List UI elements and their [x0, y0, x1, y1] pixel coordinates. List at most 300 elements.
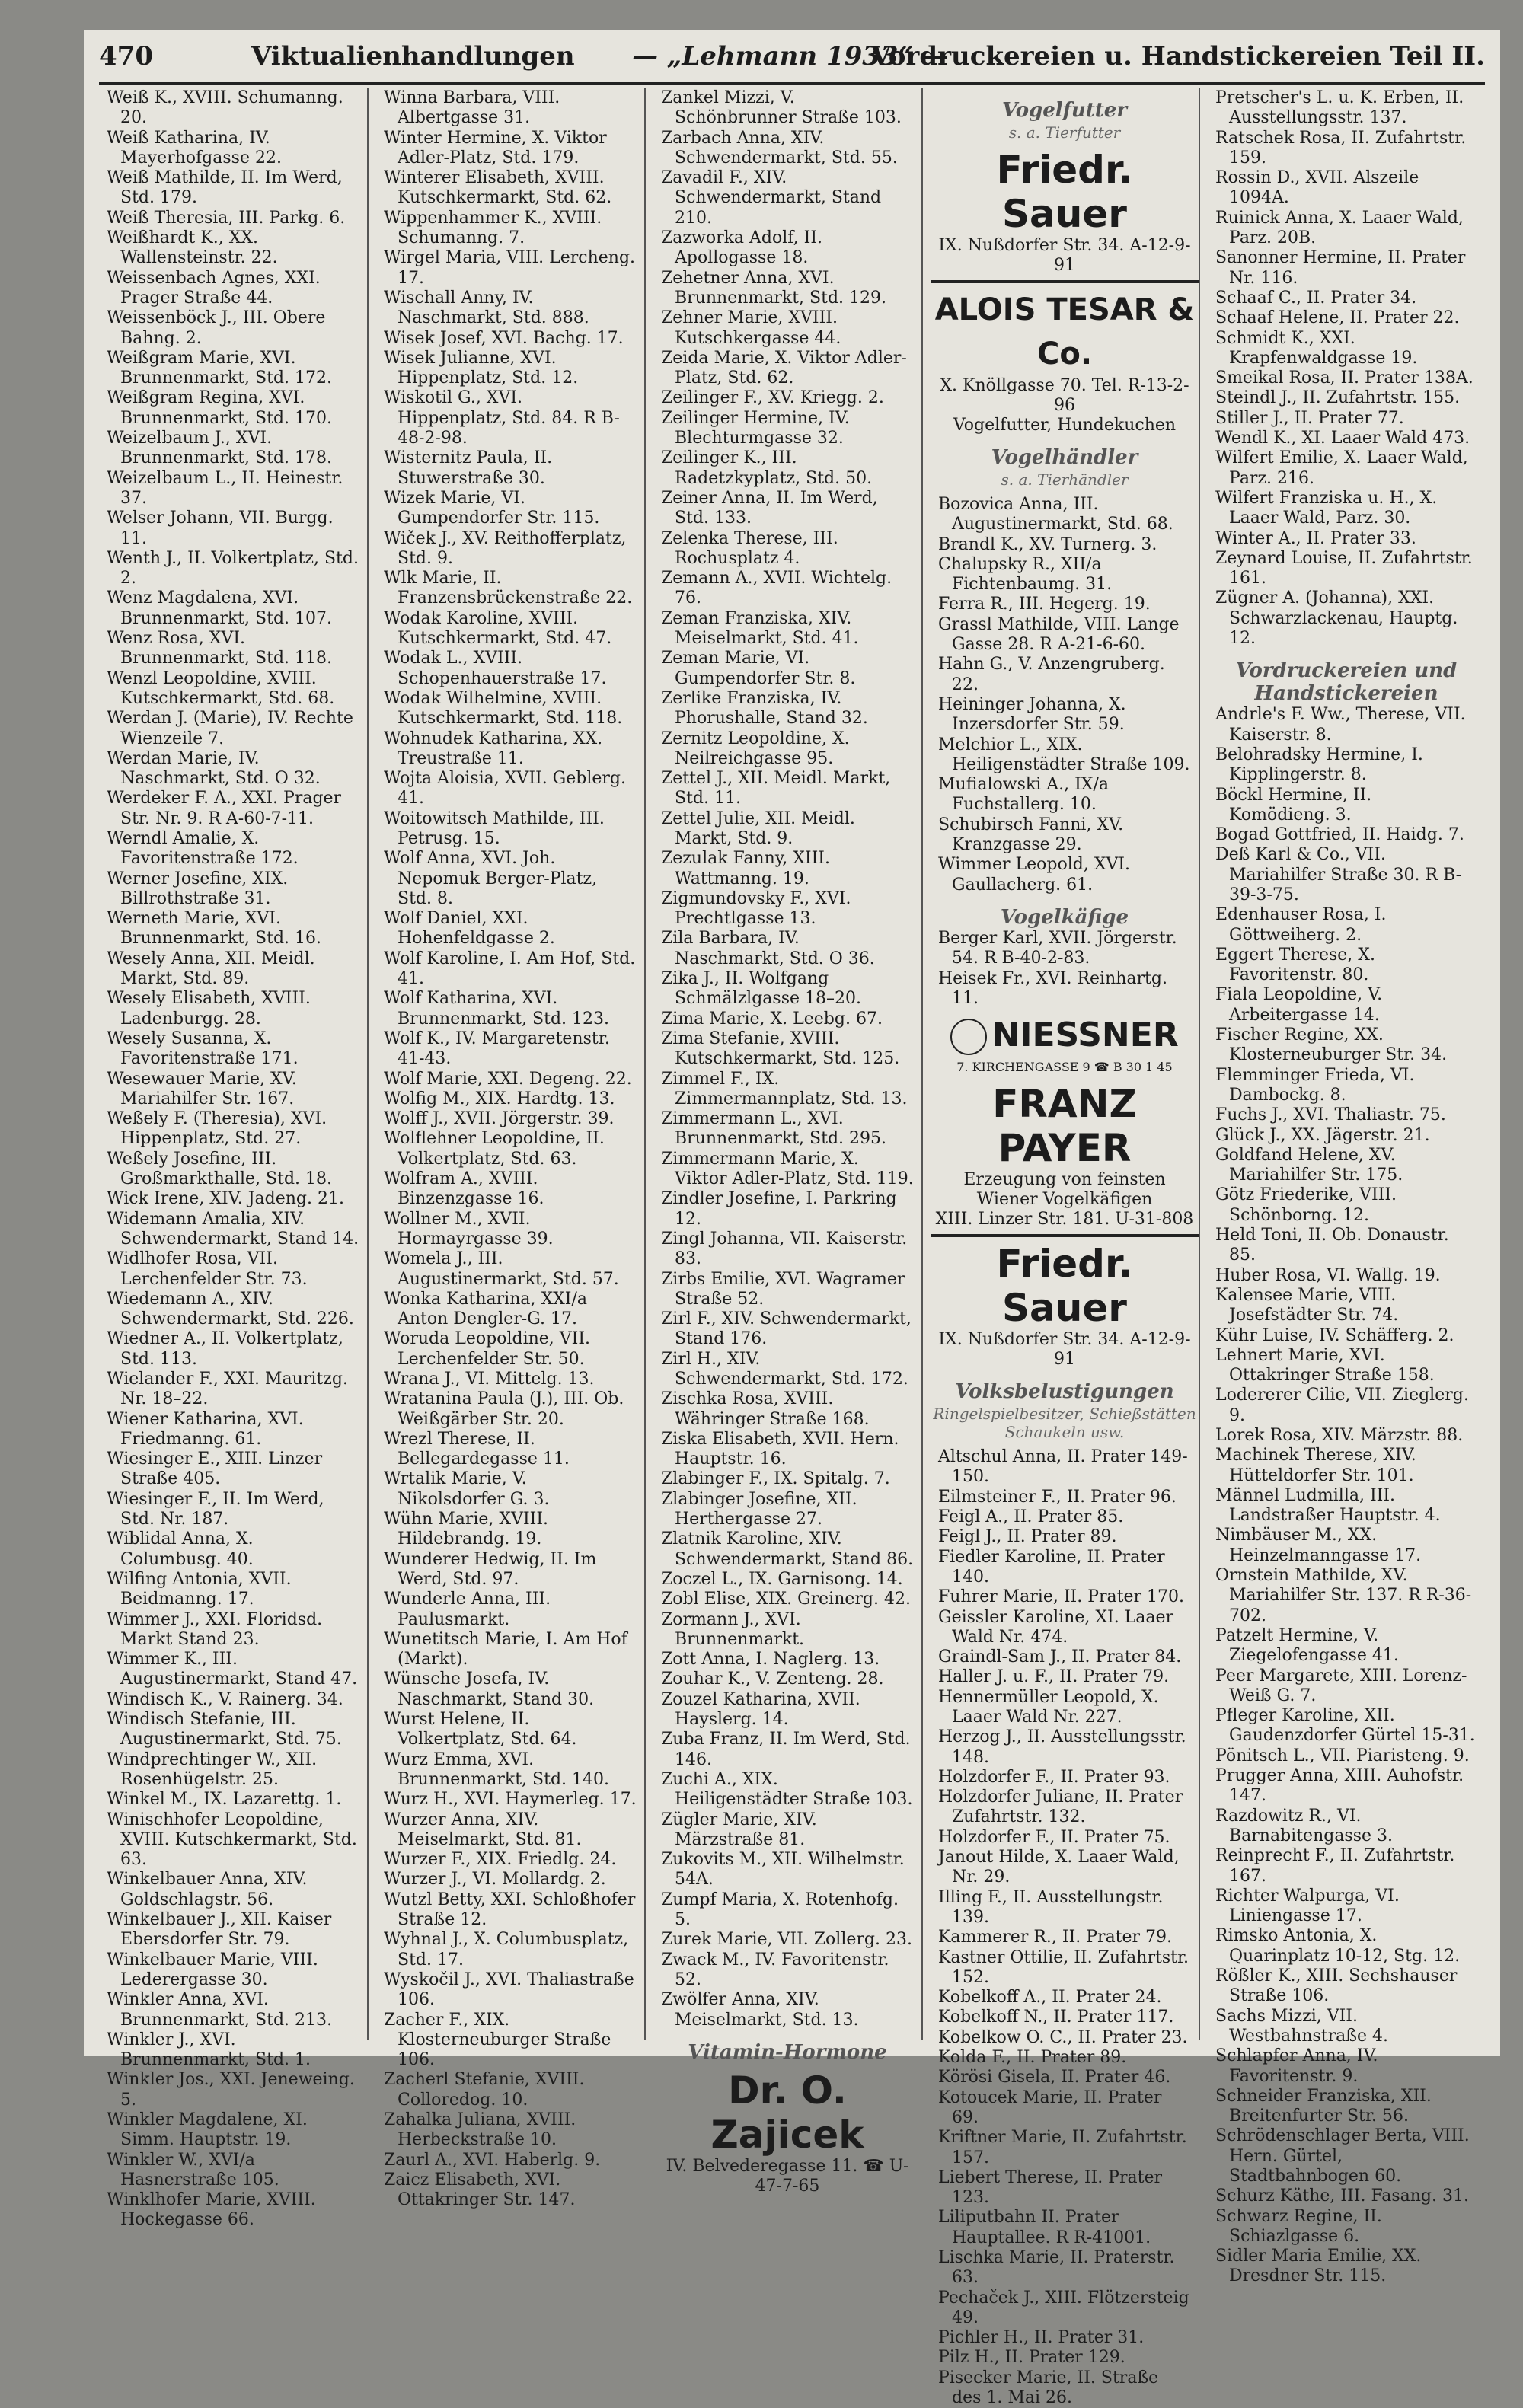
listing-entry: Winterer Elisabeth, XVIII. Kutschkermarkt, Std. 62. [384, 168, 612, 208]
listing-entry: Wick Irene, XIV. Jadeng. 21. [107, 1189, 344, 1209]
listing-entry: Windprechtinger W., XII. Rosenhügelstr. 25. [107, 1749, 318, 1789]
section-volksbelustigungen: Volksbelustigungen [955, 1380, 1174, 1404]
listing-entry: Kalensee Marie, VIII. Josefstädter Str. 74. [1215, 1285, 1399, 1325]
listing-entry: Sanonner Hermine, II. Prater Nr. 116. [1215, 248, 1466, 288]
listing-entry: Wurzer Anna, XIV. Meiselmarkt, Std. 81. [384, 1810, 582, 1849]
listing-entry: Körösi Gisela, II. Prater 46. [938, 2068, 1171, 2087]
listing-entry: Razdowitz R., VI. Barnabitengasse 3. [1215, 1806, 1394, 1845]
listing-entry: Windisch Stefanie, III. Augustinermarkt, Std. 75. [107, 1710, 342, 1749]
listing-entry: Wunderle Anna, III. Paulusmarkt. [384, 1590, 551, 1629]
listing-entry: Zeilinger K., III. Radetzkyplatz, Std. 50. [661, 448, 873, 488]
listing-entry: Werdan Marie, IV. Naschmarkt, Std. O 32. [107, 748, 321, 789]
listing-entry: Wiesinger F., II. Im Werd, Std. Nr. 187. [107, 1489, 324, 1529]
listing-entry: Zumpf Maria, X. Rotenhofg. 5. [661, 1890, 899, 1930]
listing-entry: Pechaček J., XIII. Flötzersteig 49. [938, 2288, 1189, 2327]
listing-entry: Werdan J. (Marie), IV. Rechte Wienzeile 7. [107, 709, 353, 748]
listing-entry: Weißgram Marie, XVI. Brunnenmarkt, Std. 172. [107, 348, 332, 388]
listing-entry: Pretscher's L. u. K. Erben, II. Ausstellungsstr. 137. [1215, 88, 1464, 128]
listing-entry: Wolfram A., XVIII. Binzenzgasse 16. [384, 1169, 544, 1209]
listing-entry: Held Toni, II. Ob. Donaustr. 85. [1215, 1226, 1449, 1265]
listing-entry: Wrana J., VI. Mittelg. 13. [384, 1370, 595, 1389]
listing-entry: Wippenhammer K., XVIII. Schumanng. 7. [384, 208, 602, 248]
listing-entry: Zobl Elise, XIX. Greinerg. 42. [661, 1590, 911, 1609]
section-vogelfutter: Vogelfutter [1001, 99, 1128, 122]
listing-entry: Weßely F. (Theresia), XVI. Hippenplatz, Std. 27. [107, 1109, 327, 1149]
listing-entry: Wolf K., IV. Margaretenstr. 41-43. [384, 1029, 610, 1069]
listing-entry: Winkel M., IX. Lazarettg. 1. [107, 1790, 342, 1810]
listing-entry: Winkler Magdalene, XI. Simm. Hauptstr. 19. [107, 2110, 308, 2150]
listing-entry: Zuchi A., XIX. Heiligenstädter Straße 103. [661, 1769, 913, 1810]
listing-entry: Zernitz Leopoldine, X. Neilreichgasse 95. [661, 729, 850, 768]
listing-entry: Huber Rosa, VI. Wallg. 19. [1215, 1265, 1441, 1285]
listing-entry: Winter Hermine, X. Viktor Adler-Platz, Std. 179. [384, 128, 607, 167]
listing-entry: Nimbäuser M., XX. Heinzelmanngasse 17. [1215, 1526, 1422, 1565]
listing-entry: Wrtalik Marie, V. Nikolsdorfer G. 3. [384, 1469, 550, 1509]
listing-entry: Sachs Mizzi, VII. Westbahnstraße 4. [1215, 2006, 1388, 2046]
listing-entry: Welser Johann, VII. Burgg. 11. [107, 509, 334, 548]
listing-entry: Fischer Regine, XX. Klosterneuburger Str. 34. [1215, 1025, 1448, 1065]
listing-entry: Zischka Rosa, XVIII. Währinger Straße 168. [661, 1389, 870, 1429]
listing-entry: Sidler Maria Emilie, XX. Dresdner Str. 115. [1215, 2247, 1422, 2286]
listing-entry: Wodak Karoline, XVIII. Kutschkermarkt, Std. 47. [384, 608, 612, 649]
column-2 [376, 88, 646, 2210]
listing-entry: Zukovits M., XII. Wilhelmstr. 54A. [661, 1850, 905, 1890]
listing-entry: Wiblidal Anna, X. Columbusg. 40. [107, 1529, 254, 1569]
listing-entry: Wiskotil G., XVI. Hippenplatz, Std. 84. R B-48-2-98. [384, 388, 620, 448]
listing-entry: Rimsko Antonia, X. Quarinplatz 10-12, Stg. 12. [1215, 1926, 1461, 1966]
listing-entry: Zehner Marie, XVIII. Kutschkergasse 44. [661, 308, 841, 348]
listing-entry: Wyskočil J., XVI. Thaliastraße 106. [384, 1969, 634, 2010]
column-5 [1208, 88, 1485, 2286]
listing-entry: Zoczel L., IX. Garnisong. 14. [661, 1569, 903, 1589]
listing-entry: Widemann Amalia, XIV. Schwendermarkt, Stand 14. [107, 1209, 359, 1249]
ad-payer-desc: Erzeugung von feinsten Wiener Vogelkäfigen [963, 1170, 1166, 1210]
listing-entry: Zaicz Elisabeth, XVI. Ottakringer Str. 147. [384, 2170, 576, 2210]
listing-entry: Götz Friederike, VIII. Schönborng. 12. [1215, 1185, 1397, 1225]
listing-entry: Zlabinger F., IX. Spitalg. 7. [661, 1469, 890, 1489]
listing-entry: Ziska Elisabeth, XVII. Hern. Hauptstr. 16. [661, 1429, 899, 1469]
listing-entry: Werner Josefine, XIX. Billrothstraße 31. [107, 869, 289, 908]
header-center-title: — „Lehmann 1933“ — [632, 41, 948, 72]
listing-entry: Wonka Katharina, XXI/a Anton Dengler-G. 17. [384, 1289, 588, 1329]
ad-tesar-addr: X. Knöllgasse 70. Tel. R-13-2-96 [940, 376, 1189, 415]
listing-entry: Wrezl Therese, II. Bellegardegasse 11. [384, 1429, 570, 1469]
section-vitamin: Vitamin-Hormone [688, 2040, 887, 2064]
section-vogelkaefige: Vogelkäfige [1000, 905, 1129, 929]
listing-entry: Ferra R., III. Hegerg. 19. [938, 595, 1151, 614]
listing-entry: Zirbs Emilie, XVI. Wagramer Straße 52. [661, 1269, 905, 1309]
ad-sauer-2-name: Friedr. Sauer [996, 1242, 1133, 1331]
listing-entry: Zima Stefanie, XVIII. Kutschkermarkt, Std. 125. [661, 1029, 900, 1069]
listing-entry: Winkelbauer Anna, XIV. Goldschlagstr. 56. [107, 1870, 308, 1909]
header-right-title: Vordruckereien u. Handstickereien Teil II. [870, 41, 1485, 72]
column-4 [931, 88, 1200, 2408]
listing-entry: Kotoucek Marie, II. Prater 69. [938, 2087, 1162, 2127]
listing-entry: Zügler Marie, XIV. Märzstraße 81. [661, 1810, 817, 1849]
listing-entry: Eggert Therese, X. Favoritenstr. 80. [1215, 945, 1375, 985]
listing-entry: Womela J., III. Augustinermarkt, Std. 57. [384, 1249, 619, 1289]
listing-entry: Holzdorfer F., II. Prater 75. [938, 1827, 1170, 1847]
section-vordruckereien: Vordruckereien und Handstickereien [1235, 659, 1458, 706]
listing-entry: Schaaf Helene, II. Prater 22. [1215, 308, 1460, 328]
listing-entry: Weizelbaum L., II. Heinestr. 37. [107, 468, 343, 508]
listing-entry: Stiller J., II. Prater 77. [1215, 408, 1404, 428]
listing-entry: Zemann A., XVII. Wichtelg. 76. [661, 569, 892, 608]
listing-entry: Zwölfer Anna, XIV. Meiselmarkt, Std. 13. [661, 1990, 859, 2030]
listing-entry: Graindl-Sam J., II. Prater 84. [938, 1647, 1182, 1667]
listing-entry: Zavadil F., XIV. Schwendermarkt, Stand 210. [661, 168, 882, 228]
listing-entry: Böckl Hermine, II. Komödieng. 3. [1215, 785, 1372, 824]
divider [931, 280, 1199, 283]
listing-entry: Berger Karl, XVII. Jörgerstr. 54. R B-40-2-83. [938, 928, 1177, 968]
listing-entry: Fuhrer Marie, II. Prater 170. [938, 1587, 1185, 1607]
listing-entry: Winklhofer Marie, XVIII. Hockegasse 66. [107, 2190, 316, 2230]
listing-entry: Zimmermann Marie, X. Viktor Adler-Platz, Std. 119. [661, 1149, 914, 1189]
listing-entry: Wratanina Paula (J.), III. Ob. Weißgärber Str. 20. [384, 1389, 624, 1429]
listing-entry: Werdeker F. A., XXI. Prager Str. Nr. 9. R A-60-7-11. [107, 789, 342, 828]
listing-entry: Melchior L., XIX. Heiligenstädter Straße 109. [938, 735, 1190, 774]
listing-entry: Pisecker Marie, II. Straße des 1. Mai 26. [938, 2368, 1159, 2408]
listing-entry: Wolf Anna, XVI. Joh. Nepomuk Berger-Platz, Std. 8. [384, 849, 598, 908]
listing-entry: Pichler H., II. Prater 31. [938, 2328, 1145, 2348]
listing-entry: Windisch K., V. Rainerg. 34. [107, 1689, 343, 1709]
listing-entry: Zaurl A., XVI. Haberlg. 9. [384, 2150, 601, 2170]
listing-entry: Chalupsky R., XII/a Fichtenbaumg. 31. [938, 554, 1113, 595]
listing-entry: Wimmer Leopold, XVI. Gaullacherg. 61. [938, 855, 1131, 895]
listing-entry: Wendl K., XI. Laaer Wald 473. [1215, 429, 1470, 448]
page-header [99, 37, 1485, 85]
listing-entry: Mufialowski A., IX/a Fuchstallerg. 10. [938, 775, 1109, 815]
listing-entry: Wutzl Betty, XXI. Schloßhofer Straße 12. [384, 1890, 636, 1930]
listing-entry: Winter A., II. Prater 33. [1215, 528, 1416, 548]
listing-entry: Wielander F., XXI. Mauritzg. Nr. 18–22. [107, 1370, 348, 1409]
listing-entry: Wischall Anny, IV. Naschmarkt, Std. 888. [384, 288, 589, 328]
listing-entry: Wolf Katharina, XVI. Brunnenmarkt, Std. 123. [384, 989, 609, 1029]
listing-entry: Wizek Marie, VI. Gumpendorfer Str. 115. [384, 488, 600, 528]
listing-entry: Zeman Franziska, XIV. Meiselmarkt, Std. 41. [661, 608, 859, 649]
listing-entry: Wimmer K., III. Augustinermarkt, Stand 47. [107, 1650, 358, 1689]
listing-entry: Wolflehner Leopoldine, II. Volkertplatz, Std. 63. [384, 1129, 605, 1169]
listing-entry: Zazworka Adolf, II. Apollogasse 18. [661, 228, 822, 268]
listing-entry: Heisek Fr., XVI. Reinhartg. 11. [938, 968, 1167, 1008]
listing-entry: Patzelt Hermine, V. Ziegelofengasse 41. [1215, 1625, 1399, 1666]
listing-entry: Zerlike Franziska, IV. Phorushalle, Stand 32. [661, 688, 868, 729]
listing-entry: Hahn G., V. Anzengruberg. 22. [938, 655, 1165, 694]
section-vogelhaendler: Vogelhändler [991, 446, 1138, 469]
listing-entry: Schmidt K., XXI. Krapfenwaldgasse 19. [1215, 328, 1418, 368]
listing-entry: Zima Marie, X. Leebg. 67. [661, 1009, 883, 1029]
column-1 [99, 88, 369, 2230]
ad-sauer-1 [931, 148, 1199, 283]
listing-entry: Pfleger Karoline, XII. Gaudenzdorfer Gürtel 15-31. [1215, 1706, 1475, 1746]
ad-zajicek-addr: IV. Belvederegasse 11. ☎ U-47-7-65 [666, 2156, 909, 2196]
listing-entry: Wisek Julianne, XVI. Hippenplatz, Std. 12. [384, 348, 579, 388]
ad-niessner-addr: 7. KIRCHENGASSE 9 ☎ B 30 1 45 [956, 1060, 1173, 1075]
listing-entry: Zacher F., XIX. Klosterneuburger Straße 106. [384, 2010, 611, 2070]
listing-entry: Peer Margarete, XIII. Lorenz-Weiß G. 7. [1215, 1666, 1467, 1705]
listing-entry: Belohradsky Hermine, I. Kipplingerstr. 8. [1215, 745, 1423, 785]
listing-entry: Andrle's F. Ww., Therese, VII. Kaiserstr. 8. [1215, 705, 1466, 745]
listing-entry: Prugger Anna, XIII. Auhofstr. 147. [1215, 1766, 1464, 1806]
listing-entry: Wurzer J., VI. Mollardg. 2. [384, 1870, 606, 1890]
ad-sauer-1-addr: IX. Nußdorfer Str. 34. A-12-9-91 [938, 236, 1191, 275]
listing-entry: Weizelbaum J., XVI. Brunnenmarkt, Std. 178. [107, 429, 332, 468]
listing-entry: Wirgel Maria, VIII. Lercheng. 17. [384, 248, 636, 288]
listing-entry: Wurz Emma, XVI. Brunnenmarkt, Std. 140. [384, 1749, 609, 1789]
listing-entry: Wimmer J., XXI. Floridsd. Markt Stand 23. [107, 1609, 323, 1649]
listing-entry: Geissler Karoline, XI. Laaer Wald Nr. 474. [938, 1607, 1174, 1647]
listing-entry: Wojta Aloisia, XVII. Geblerg. 41. [384, 769, 627, 809]
listing-entry: Zuba Franz, II. Im Werd, Std. 146. [661, 1730, 911, 1769]
listing-entry: Reinprecht F., II. Zufahrtstr. 167. [1215, 1846, 1455, 1886]
listing-entry: Wiesinger E., XIII. Linzer Straße 405. [107, 1450, 323, 1489]
ad-zajicek [653, 2068, 921, 2196]
listing-entry: Werndl Amalie, X. Favoritenstraße 172. [107, 828, 299, 869]
listing-entry: Kammerer R., II. Prater 79. [938, 1928, 1173, 1947]
listing-entry: Winkler Anna, XVI. Brunnenmarkt, Std. 213. [107, 1990, 332, 2030]
listing-entry: Wenz Rosa, XVI. Brunnenmarkt, Std. 118. [107, 629, 332, 668]
listing-entry: Wollner M., XVII. Hormayrgasse 39. [384, 1209, 554, 1249]
ad-payer-name: FRANZ PAYER [992, 1082, 1137, 1171]
listing-entry: Zahalka Juliana, XVIII. Herbeckstraße 10. [384, 2110, 576, 2150]
listing-entry: Zeida Marie, X. Viktor Adler-Platz, Std. 62. [661, 348, 907, 388]
listing-entry: Zehetner Anna, XVI. Brunnenmarkt, Std. 129. [661, 268, 886, 308]
listing-entry: Schaaf C., II. Prater 34. [1215, 288, 1417, 308]
listing-entry: Haller J. u. F., II. Prater 79. [938, 1667, 1170, 1687]
listing-entry: Zigmundovsky F., XVI. Prechtlgasse 13. [661, 888, 851, 929]
listing-entry: Smeikal Rosa, II. Prater 138A. [1215, 368, 1474, 388]
listing-entry: Weßely Josefine, III. Großmarkthalle, Std. 18. [107, 1149, 333, 1189]
listing-entry: Janout Hilde, X. Laaer Wald, Nr. 29. [938, 1848, 1180, 1887]
listing-entry: Weiß Mathilde, II. Im Werd, Std. 179. [107, 168, 343, 208]
listing-entry: Werneth Marie, XVI. Brunnenmarkt, Std. 16. [107, 909, 321, 949]
listing-entry: Wünsche Josefa, IV. Naschmarkt, Stand 30. [384, 1670, 595, 1709]
listing-entry: Wurst Helene, II. Volkertplatz, Std. 64. [384, 1710, 577, 1749]
listing-entry: Wolf Daniel, XXI. Hohenfeldgasse 2. [384, 909, 555, 949]
listing-entry: Zirl F., XIV. Schwendermarkt, Stand 176. [661, 1309, 912, 1349]
listing-entry: Flemminger Frieda, VI. Dambockg. 8. [1215, 1065, 1415, 1105]
ad-sauer-2-addr: IX. Nußdorfer Str. 34. A-12-9-91 [938, 1330, 1191, 1370]
listing-entry: Rossin D., XVII. Alszeile 1094A. [1215, 168, 1419, 208]
listing-entry: Winischhofer Leopoldine, XVIII. Kutschkermarkt, Std. 63. [107, 1810, 357, 1870]
listing-entry: Zouhar K., V. Zenteng. 28. [661, 1670, 884, 1689]
listing-entry: Schwarz Regine, II. Schiazlgasse 6. [1215, 2206, 1382, 2246]
listing-entry: Zankel Mizzi, V. Schönbrunner Straße 103. [661, 88, 902, 128]
listing-entry: Wisek Josef, XVI. Bachg. 17. [384, 328, 624, 348]
listing-entry: Wiedner A., II. Volkertplatz, Std. 113. [107, 1329, 343, 1369]
listing-entry: Kobelkoff A., II. Prater 24. [938, 1988, 1162, 2008]
listing-entry: Goldfand Helene, XV. Mariahilfer Str. 175. [1215, 1145, 1403, 1185]
listing-entry: Wiener Katharina, XVI. Friedmanng. 61. [107, 1409, 304, 1449]
divider [931, 1234, 1199, 1237]
listing-entry: Wodak L., XVIII. Schopenhauerstraße 17. [384, 649, 607, 688]
listing-entry: Pilz H., II. Prater 129. [938, 2348, 1125, 2368]
listing-entry: Wesewauer Marie, XV. Mariahilfer Str. 167. [107, 1069, 297, 1108]
listing-entry: Glück J., XX. Jägerstr. 21. [1215, 1125, 1430, 1145]
listing-entry: Zimmel F., IX. Zimmermannplatz, Std. 13. [661, 1069, 908, 1108]
listing-entry: Hennermüller Leopold, X. Laaer Wald Nr. 227. [938, 1687, 1159, 1727]
listing-entry: Wolfig M., XIX. Hardtg. 13. [384, 1089, 615, 1108]
listing-entry: Wlk Marie, II. Franzensbrückenstraße 22. [384, 569, 633, 608]
listing-entry: Lischka Marie, II. Praterstr. 63. [938, 2248, 1175, 2288]
listing-entry: Steindl J., II. Zufahrtstr. 155. [1215, 388, 1461, 408]
listing-entry: Richter Walpurga, VI. Liniengasse 17. [1215, 1886, 1400, 1926]
listing-entry: Lodererer Cilie, VII. Zieglerg. 9. [1215, 1386, 1469, 1425]
listing-entry: Wiedemann A., XIV. Schwendermarkt, Std. 226. [107, 1289, 354, 1329]
listing-entry: Kriftner Marie, II. Zufahrtstr. 157. [938, 2128, 1187, 2167]
listing-entry: Wiček J., XV. Reithofferplatz, Std. 9. [384, 528, 627, 568]
ad-payer [931, 1082, 1199, 1237]
listing-entry: Schurz Käthe, III. Fasang. 31. [1215, 2186, 1469, 2206]
listing-entry: Zimmermann L., XVI. Brunnenmarkt, Std. 295. [661, 1109, 886, 1149]
listing-entry: Schubirsch Fanni, XV. Kranzgasse 29. [938, 815, 1124, 855]
listing-entry: Fiedler Karoline, II. Prater 140. [938, 1547, 1165, 1587]
listing-entry: Heininger Johanna, X. Inzersdorfer Str. 59. [938, 694, 1126, 735]
listing-entry: Wenth J., II. Volkertplatz, Std. 2. [107, 548, 359, 588]
listing-entry: Wolff J., XVII. Jörgerstr. 39. [384, 1109, 615, 1129]
page-number: 470 [99, 41, 153, 72]
listing-entry: Wesely Susanna, X. Favoritenstraße 171. [107, 1029, 299, 1069]
listing-entry: Wohnudek Katharina, XX. Treustraße 11. [384, 729, 603, 768]
listing-entry: Zelenka Therese, III. Rochusplatz 4. [661, 528, 838, 568]
ad-niessner-name: NIESSNER [991, 1016, 1179, 1055]
listing-entry: Winkler J., XVI. Brunnenmarkt, Std. 1. [107, 2030, 311, 2070]
listing-entry: Zarbach Anna, XIV. Schwendermarkt, Std. 55. [661, 128, 898, 167]
listing-entry: Machinek Therese, XIV. Hütteldorfer Str. 101. [1215, 1446, 1416, 1485]
listing-entry: Brandl K., XV. Turnerg. 3. [938, 534, 1157, 554]
listing-entry: Wilfing Antonia, XVII. Beidmanng. 17. [107, 1569, 292, 1609]
listing-entry: Widlhofer Rosa, VII. Lerchenfelder Str. 73. [107, 1249, 308, 1289]
listing-entry: Liliputbahn II. Prater Hauptallee. R R-41001. [938, 2208, 1151, 2247]
directory-page [84, 30, 1500, 2408]
listing-entry: Herzog J., II. Ausstellungsstr. 148. [938, 1727, 1186, 1767]
listing-entry: Weiß K., XVIII. Schumanng. 20. [107, 88, 343, 128]
listing-entry: Zormann J., XVI. Brunnenmarkt. [661, 1609, 805, 1649]
listing-entry: Wurzer F., XIX. Friedlg. 24. [384, 1850, 617, 1870]
listing-entry: Wolf Karoline, I. Am Hof, Std. 41. [384, 949, 636, 989]
listing-entry: Weiß Katharina, IV. Mayerhofgasse 22. [107, 128, 282, 167]
listing-entry: Zeman Marie, VI. Gumpendorfer Str. 8. [661, 649, 856, 688]
listing-entry: Fuchs J., XVI. Thaliastr. 75. [1215, 1105, 1446, 1125]
ad-tesar-desc: Vogelfutter, Hundekuchen [953, 416, 1177, 435]
listing-entry: Kobelkow O. C., II. Prater 23. [938, 2027, 1188, 2047]
listing-entry: Wenz Magdalena, XVI. Brunnenmarkt, Std. 107. [107, 588, 332, 628]
listing-entry: Zindler Josefine, I. Parkring 12. [661, 1189, 897, 1229]
listing-entry: Ruinick Anna, X. Laaer Wald, Parz. 20B. [1215, 208, 1464, 248]
listing-entry: Schlapfer Anna, IV. Favoritenstr. 9. [1215, 2046, 1378, 2086]
listing-entry: Lehnert Marie, XVI. Ottakringer Straße 158. [1215, 1345, 1435, 1386]
listing-entry: Zila Barbara, IV. Naschmarkt, Std. O 36. [661, 929, 875, 968]
listing-entry: Wunderer Hedwig, II. Im Werd, Std. 97. [384, 1549, 597, 1589]
listing-entry: Lorek Rosa, XIV. Märzstr. 88. [1215, 1426, 1464, 1445]
ad-niessner [931, 1013, 1199, 1077]
ad-zajicek-name: Dr. O. Zajicek [710, 2068, 864, 2157]
listing-entry: Zott Anna, I. Naglerg. 13. [661, 1650, 880, 1670]
listing-entry: Wyhnal J., X. Columbusplatz, Std. 17. [384, 1930, 629, 1969]
section-vogelhaendler-sub: s. a. Tierhändler [1001, 470, 1129, 489]
listing-entry: Zwack M., IV. Favoritenstr. 52. [661, 1950, 889, 1989]
listing-entry: Feigl A., II. Prater 85. [938, 1507, 1124, 1527]
listing-entry: Fiala Leopoldine, V. Arbeitergasse 14. [1215, 985, 1383, 1025]
header-left-title: Viktualienhandlungen [251, 41, 575, 72]
listing-entry: Pönitsch L., VII. Piaristeng. 9. [1215, 1746, 1470, 1765]
listing-entry: Wisternitz Paula, II. Stuwerstraße 30. [384, 448, 553, 488]
listing-entry: Zezulak Fanny, XIII. Wattmanng. 19. [661, 849, 830, 888]
listing-entry: Weißhardt K., XX. Wallensteinstr. 22. [107, 228, 278, 268]
listing-entry: Zlatnik Karoline, XIV. Schwendermarkt, Stand 86. [661, 1529, 914, 1569]
listing-entry: Zouzel Katharina, XVII. Hayslerg. 14. [661, 1689, 860, 1730]
listing-entry: Männel Ludmilla, III. Landstraßer Hauptstr. 4. [1215, 1485, 1441, 1526]
listing-entry: Zettel Julie, XII. Meidl. Markt, Std. 9. [661, 809, 855, 848]
listing-entry: Weiß Theresia, III. Parkg. 6. [107, 208, 346, 228]
listing-entry: Wurz H., XVI. Haymerleg. 17. [384, 1790, 637, 1810]
listing-entry: Winkelbauer Marie, VIII. Lederergasse 30. [107, 1950, 318, 1989]
listing-entry: Rößler K., XIII. Sechshauser Straße 106. [1215, 1966, 1458, 2006]
listing-entry: Weißgram Regina, XVI. Brunnenmarkt, Std. 170. [107, 388, 332, 428]
listing-entry: Ornstein Mathilde, XV. Mariahilfer Str. 137. R R-36-702. [1215, 1566, 1472, 1625]
ad-sauer-1-name: Friedr. Sauer [996, 148, 1133, 236]
listing-entry: Edenhauser Rosa, I. Göttweiherg. 2. [1215, 905, 1387, 945]
section-volksbelustigungen-sub: Ringelspielbesitzer, Schießstätten Schaukeln usw. [933, 1405, 1196, 1442]
listing-entry: Kobelkoff N., II. Prater 117. [938, 2008, 1174, 2027]
listing-entry: Wenzl Leopoldine, XVIII. Kutschkermarkt, Std. 68. [107, 668, 335, 708]
listing-entry: Holzdorfer F., II. Prater 93. [938, 1767, 1170, 1787]
listing-entry: Zeilinger F., XV. Kriegg. 2. [661, 388, 884, 408]
ad-tesar [931, 288, 1199, 435]
ad-tesar-name: ALOIS TESAR & Co. [934, 292, 1195, 372]
listing-entry: Wesely Elisabeth, XVIII. Ladenburgg. 28. [107, 989, 311, 1029]
listing-entry: Liebert Therese, II. Prater 123. [938, 2167, 1162, 2208]
listing-entry: Zeilinger Hermine, IV. Blechturmgasse 32. [661, 408, 850, 448]
listing-entry: Illing F., II. Ausstellungstr. 139. [938, 1887, 1164, 1927]
listing-entry: Zingl Johanna, VII. Kaiserstr. 83. [661, 1229, 908, 1269]
listing-entry: Woitowitsch Mathilde, III. Petrusg. 15. [384, 809, 605, 848]
listing-entry: Bozovica Anna, III. Augustinermarkt, Std. 68. [938, 495, 1173, 534]
listing-entry: Wunetitsch Marie, I. Am Hof (Markt). [384, 1629, 627, 1670]
listing-entry: Zügner A. (Johanna), XXI. Schwarzlackenau, Hauptg. 12. [1215, 588, 1458, 649]
listing-entry: Woruda Leopoldine, VII. Lerchenfelder Str. 50. [384, 1329, 591, 1369]
listing-entry: Kühr Luise, IV. Schäfferg. 2. [1215, 1325, 1454, 1345]
listing-entry: Zlabinger Josefine, XII. Herthergasse 27. [661, 1489, 857, 1529]
column-3 [653, 88, 923, 2196]
listing-entry: Winkler W., XVI/a Hasnerstraße 105. [107, 2150, 279, 2190]
listing-entry: Zacherl Stefanie, XVIII. Colloredog. 10. [384, 2070, 585, 2110]
listing-entry: Winkelbauer J., XII. Kaiser Ebersdorfer Str. 79. [107, 1910, 332, 1950]
listing-entry: Wolf Marie, XXI. Degeng. 22. [384, 1069, 632, 1089]
listing-entry: Bogad Gottfried, II. Haidg. 7. [1215, 825, 1464, 845]
listing-entry: Kastner Ottilie, II. Zufahrtstr. 152. [938, 1947, 1189, 1987]
listing-entry: Feigl J., II. Prater 89. [938, 1527, 1117, 1547]
listing-entry: Zettel J., XII. Meidl. Markt, Std. 11. [661, 769, 891, 809]
listing-entry: Eilmsteiner F., II. Prater 96. [938, 1487, 1177, 1507]
listing-entry: Wodak Wilhelmine, XVIII. Kutschkermarkt, Std. 118. [384, 688, 623, 729]
listing-entry: Kolda F., II. Prater 89. [938, 2048, 1127, 2068]
listing-entry: Weissenböck J., III. Obere Bahng. 2. [107, 308, 326, 348]
listing-entry: Deß Karl & Co., VII. Mariahilfer Straße 30. R B-39-3-75. [1215, 845, 1462, 904]
listing-entry: Zeynard Louise, II. Zufahrtstr. 161. [1215, 548, 1473, 588]
ad-payer-addr: XIII. Linzer Str. 181. U-31-808 [935, 1210, 1194, 1230]
listing-entry: Grassl Mathilde, VIII. Lange Gasse 28. R A-21-6-60. [938, 614, 1180, 655]
listing-entry: Zirl H., XIV. Schwendermarkt, Std. 172. [661, 1349, 908, 1389]
listing-entry: Holzdorfer Juliane, II. Prater Zufahrtstr. 132. [938, 1788, 1183, 1827]
listing-entry: Weissenbach Agnes, XXI. Prager Straße 44. [107, 268, 321, 308]
section-vogelfutter-sub: s. a. Tierfutter [1008, 123, 1121, 142]
listing-entry: Schrödenschlager Berta, VIII. Hern. Gürtel, Stadtbahnbogen 60. [1215, 2126, 1470, 2186]
listing-entry: Schneider Franziska, XII. Breitenfurter Str. 56. [1215, 2086, 1432, 2126]
listing-entry: Wilfert Emilie, X. Laaer Wald, Parz. 216. [1215, 448, 1468, 488]
listing-entry: Winna Barbara, VIII. Albertgasse 31. [384, 88, 560, 128]
listing-entry: Zika J., II. Wolfgang Schmälzlgasse 18–20. [661, 969, 861, 1009]
